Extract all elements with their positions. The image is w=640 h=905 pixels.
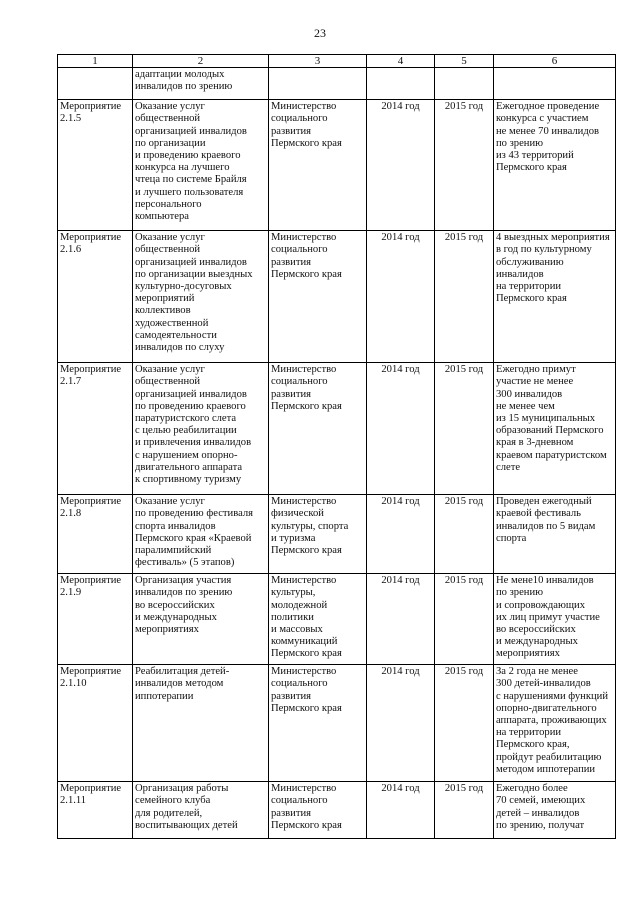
- activity-title: Организация участия инвалидов по зрению во всероссийских и международных мероприятиях: [133, 574, 269, 665]
- activity-title: Оказание услуг общественной организацией инвалидов по организации выездных культурно-досуговых мероприятий коллективов художественной самодеятельности инвалидов по слуху: [133, 231, 269, 363]
- activity-result: За 2 года не менее 300 детей-инвалидов с нарушениями функций опорно-двигательного аппарата, проживающих на территории Пермского края, пройдут реабилитацию методом иппотерапии: [494, 665, 616, 782]
- activity-end-year: 2015 год: [435, 100, 494, 231]
- activity-id: Мероприятие 2.1.11: [58, 782, 133, 839]
- activity-title: Оказание услуг по проведению фестиваля спорта инвалидов Пермского края «Краевой паралимпийский фестиваль» (5 этапов): [133, 495, 269, 574]
- column-number-5: 5: [435, 55, 494, 68]
- activity-executor: Министерство социального развития Пермского края: [269, 665, 367, 782]
- activity-id: Мероприятие 2.1.10: [58, 665, 133, 782]
- activity-id: Мероприятие 2.1.5: [58, 100, 133, 231]
- activity-end-year: 2015 год: [435, 231, 494, 363]
- activity-end-year: 2015 год: [435, 495, 494, 574]
- activity-title: адаптации молодых инвалидов по зрению: [133, 68, 269, 100]
- activity-result: Ежегодно примут участие не менее 300 инвалидов не менее чем из 15 муниципальных образований Пермского края в 3-дневном краевом паратуристском слете: [494, 363, 616, 495]
- activity-id: Мероприятие 2.1.8: [58, 495, 133, 574]
- activity-end-year: 2015 год: [435, 782, 494, 839]
- activity-executor: Министерство социального развития Пермского края: [269, 782, 367, 839]
- activity-start-year: 2014 год: [367, 231, 435, 363]
- activity-executor: Министерство физической культуры, спорта и туризма Пермского края: [269, 495, 367, 574]
- activity-executor: Министерство культуры, молодежной политики и массовых коммуникаций Пермского края: [269, 574, 367, 665]
- activity-title: Оказание услуг общественной организацией инвалидов по организации и проведению краевого конкурса на лучшего чтеца по системе Брайля и лучшего пользователя персонального компьютера: [133, 100, 269, 231]
- activity-result: 4 выездных мероприятия в год по культурному обслуживанию инвалидов на территории Пермского края: [494, 231, 616, 363]
- cell-empty: [494, 68, 616, 100]
- activity-result: Ежегодное проведение конкурса с участием не менее 70 инвалидов по зрению из 43 территорий Пермского края: [494, 100, 616, 231]
- activity-executor: Министерство социального развития Пермского края: [269, 231, 367, 363]
- activity-result: Ежегодно более 70 семей, имеющих детей – инвалидов по зрению, получат: [494, 782, 616, 839]
- activity-start-year: 2014 год: [367, 665, 435, 782]
- activity-start-year: 2014 год: [367, 100, 435, 231]
- table-row: [58, 574, 616, 665]
- cell-empty: [58, 68, 133, 100]
- table-row: [58, 363, 616, 495]
- page-number: 23: [314, 26, 326, 40]
- activity-end-year: 2015 год: [435, 574, 494, 665]
- activity-title: Организация работы семейного клуба для родителей, воспитывающих детей: [133, 782, 269, 839]
- activity-end-year: 2015 год: [435, 363, 494, 495]
- table-row: [58, 495, 616, 574]
- column-number-1: 1: [58, 55, 133, 68]
- activity-start-year: 2014 год: [367, 574, 435, 665]
- table-row: [58, 782, 616, 839]
- activity-executor: Министерство социального развития Пермского края: [269, 363, 367, 495]
- activity-title: Реабилитация детей- инвалидов методом иппотерапии: [133, 665, 269, 782]
- activity-id: Мероприятие 2.1.6: [58, 231, 133, 363]
- activity-start-year: 2014 год: [367, 363, 435, 495]
- activity-start-year: 2014 год: [367, 495, 435, 574]
- cell-empty: [435, 68, 494, 100]
- activity-end-year: 2015 год: [435, 665, 494, 782]
- column-number-3: 3: [269, 55, 367, 68]
- activity-result: Не мене10 инвалидов по зрению и сопровождающих их лиц примут участие во всероссийских и международных мероприятиях: [494, 574, 616, 665]
- column-number-4: 4: [367, 55, 435, 68]
- activity-id: Мероприятие 2.1.9: [58, 574, 133, 665]
- activity-start-year: 2014 год: [367, 782, 435, 839]
- table-row-continuation: [58, 68, 616, 100]
- table-row: [58, 231, 616, 363]
- activity-id: Мероприятие 2.1.7: [58, 363, 133, 495]
- table-row: [58, 100, 616, 231]
- cell-empty: [269, 68, 367, 100]
- table-header-row: [58, 55, 616, 68]
- column-number-2: 2: [133, 55, 269, 68]
- activity-title: Оказание услуг общественной организацией инвалидов по проведению краевого паратуристского слета с целью реабилитации и привлечения инвалидов с нарушением опорно- двигательного аппарата к спортивному туризму: [133, 363, 269, 495]
- activities-table: [57, 54, 616, 839]
- cell-empty: [367, 68, 435, 100]
- column-number-6: 6: [494, 55, 616, 68]
- activity-executor: Министерство социального развития Пермского края: [269, 100, 367, 231]
- activity-result: Проведен ежегодный краевой фестиваль инвалидов по 5 видам спорта: [494, 495, 616, 574]
- table-row: [58, 665, 616, 782]
